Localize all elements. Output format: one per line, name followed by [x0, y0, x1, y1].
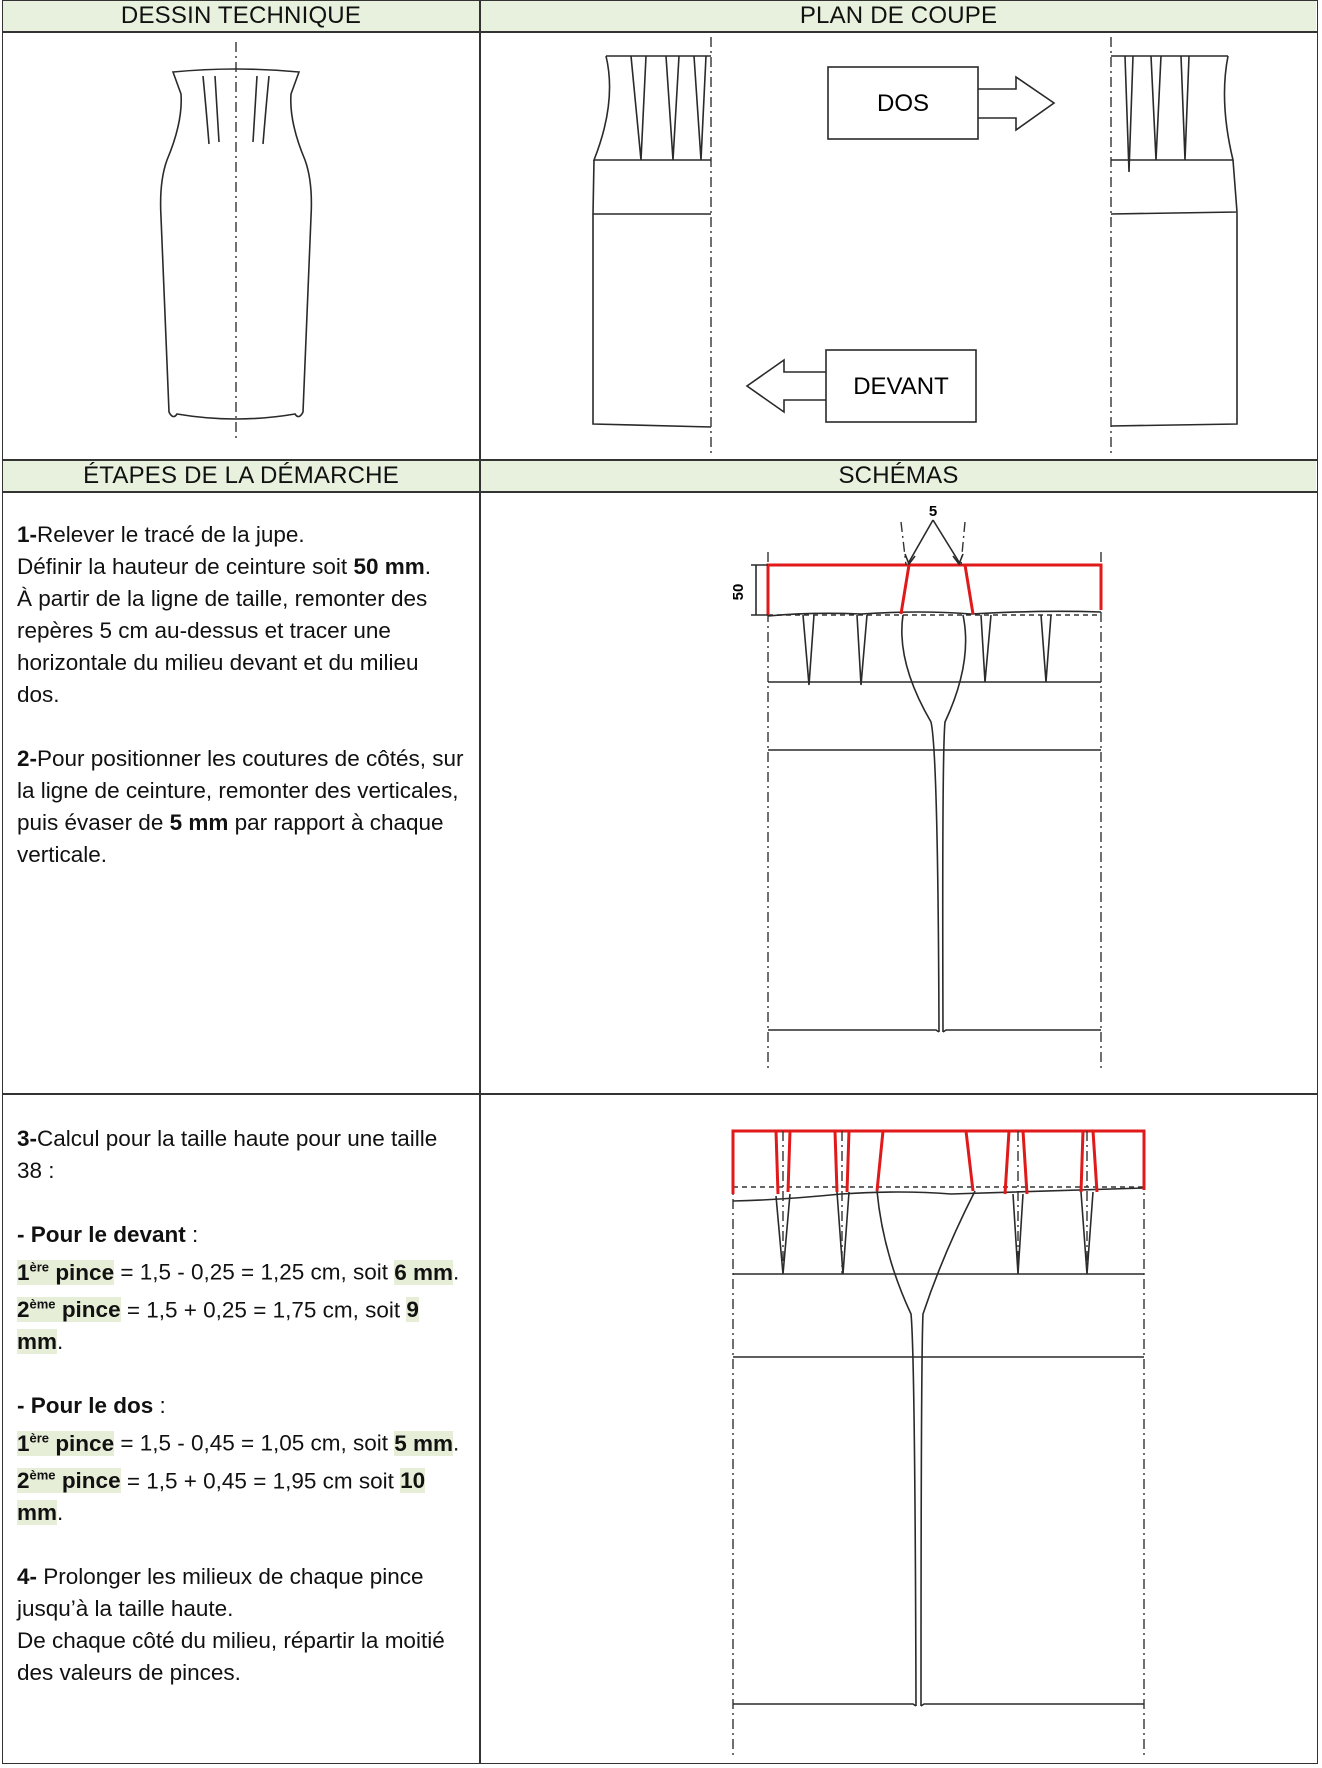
schema-1-drawing	[481, 492, 1316, 1092]
header-dessin-technique: DESSIN TECHNIQUE	[3, 1, 479, 31]
step-4-line-a: 4- Prolonger les milieux de chaque pince jusqu’à la taille haute.	[17, 1564, 424, 1621]
instruction-table	[2, 0, 1318, 1764]
steps-3-4-text	[17, 1123, 467, 1689]
step-1-line-c: À partir de la ligne de taille, remonter des repères 5 cm au-dessus et tracer une horizontale du milieu devant et du milieu dos.	[17, 586, 428, 707]
dim-50-label: 50	[730, 583, 747, 601]
technical-drawing-skirt	[3, 32, 479, 459]
header-etapes: ÉTAPES DE LA DÉMARCHE	[3, 461, 479, 491]
header-plan-de-coupe: PLAN DE COUPE	[481, 1, 1316, 31]
devant-title: - Pour le devant :	[17, 1222, 199, 1247]
header-schemas: SCHÉMAS	[481, 461, 1316, 491]
dos-label: DOS	[876, 90, 930, 117]
steps-1-2-text	[17, 519, 467, 871]
step-2-text: 2-Pour positionner les coutures de côtés, sur la ligne de ceinture, remonter des verticales, puis évaser de 5 mm par rapport à chaque verticale.	[17, 746, 464, 867]
step-1-line-a: 1-Relever le tracé de la jupe.	[17, 522, 305, 547]
devant-label: DEVANT	[853, 373, 949, 400]
devant-pince-1: 1ère pince = 1,5 - 0,25 = 1,25 cm, soit 6 mm.	[17, 1259, 460, 1285]
dim-5-label: 5	[928, 503, 938, 520]
dos-pince-2: 2ème pince = 1,5 + 0,45 = 1,95 cm soit 10 mm.	[17, 1467, 426, 1525]
step-1-line-b: Définir la hauteur de ceinture soit 50 mm.	[17, 554, 431, 579]
dos-pince-1: 1ère pince = 1,5 - 0,45 = 1,05 cm, soit 5 mm.	[17, 1430, 460, 1456]
devant-pince-2: 2ème pince = 1,5 + 0,25 = 1,75 cm, soit 9 mm.	[17, 1296, 419, 1354]
step-4-line-b: De chaque côté du milieu, répartir la moitié des valeurs de pinces.	[17, 1628, 445, 1685]
schema-2-drawing	[481, 1094, 1316, 1764]
cutting-plan	[481, 32, 1316, 459]
dos-title: - Pour le dos :	[17, 1393, 166, 1418]
step-3-intro: 3-Calcul pour la taille haute pour une taille 38 :	[17, 1126, 438, 1183]
